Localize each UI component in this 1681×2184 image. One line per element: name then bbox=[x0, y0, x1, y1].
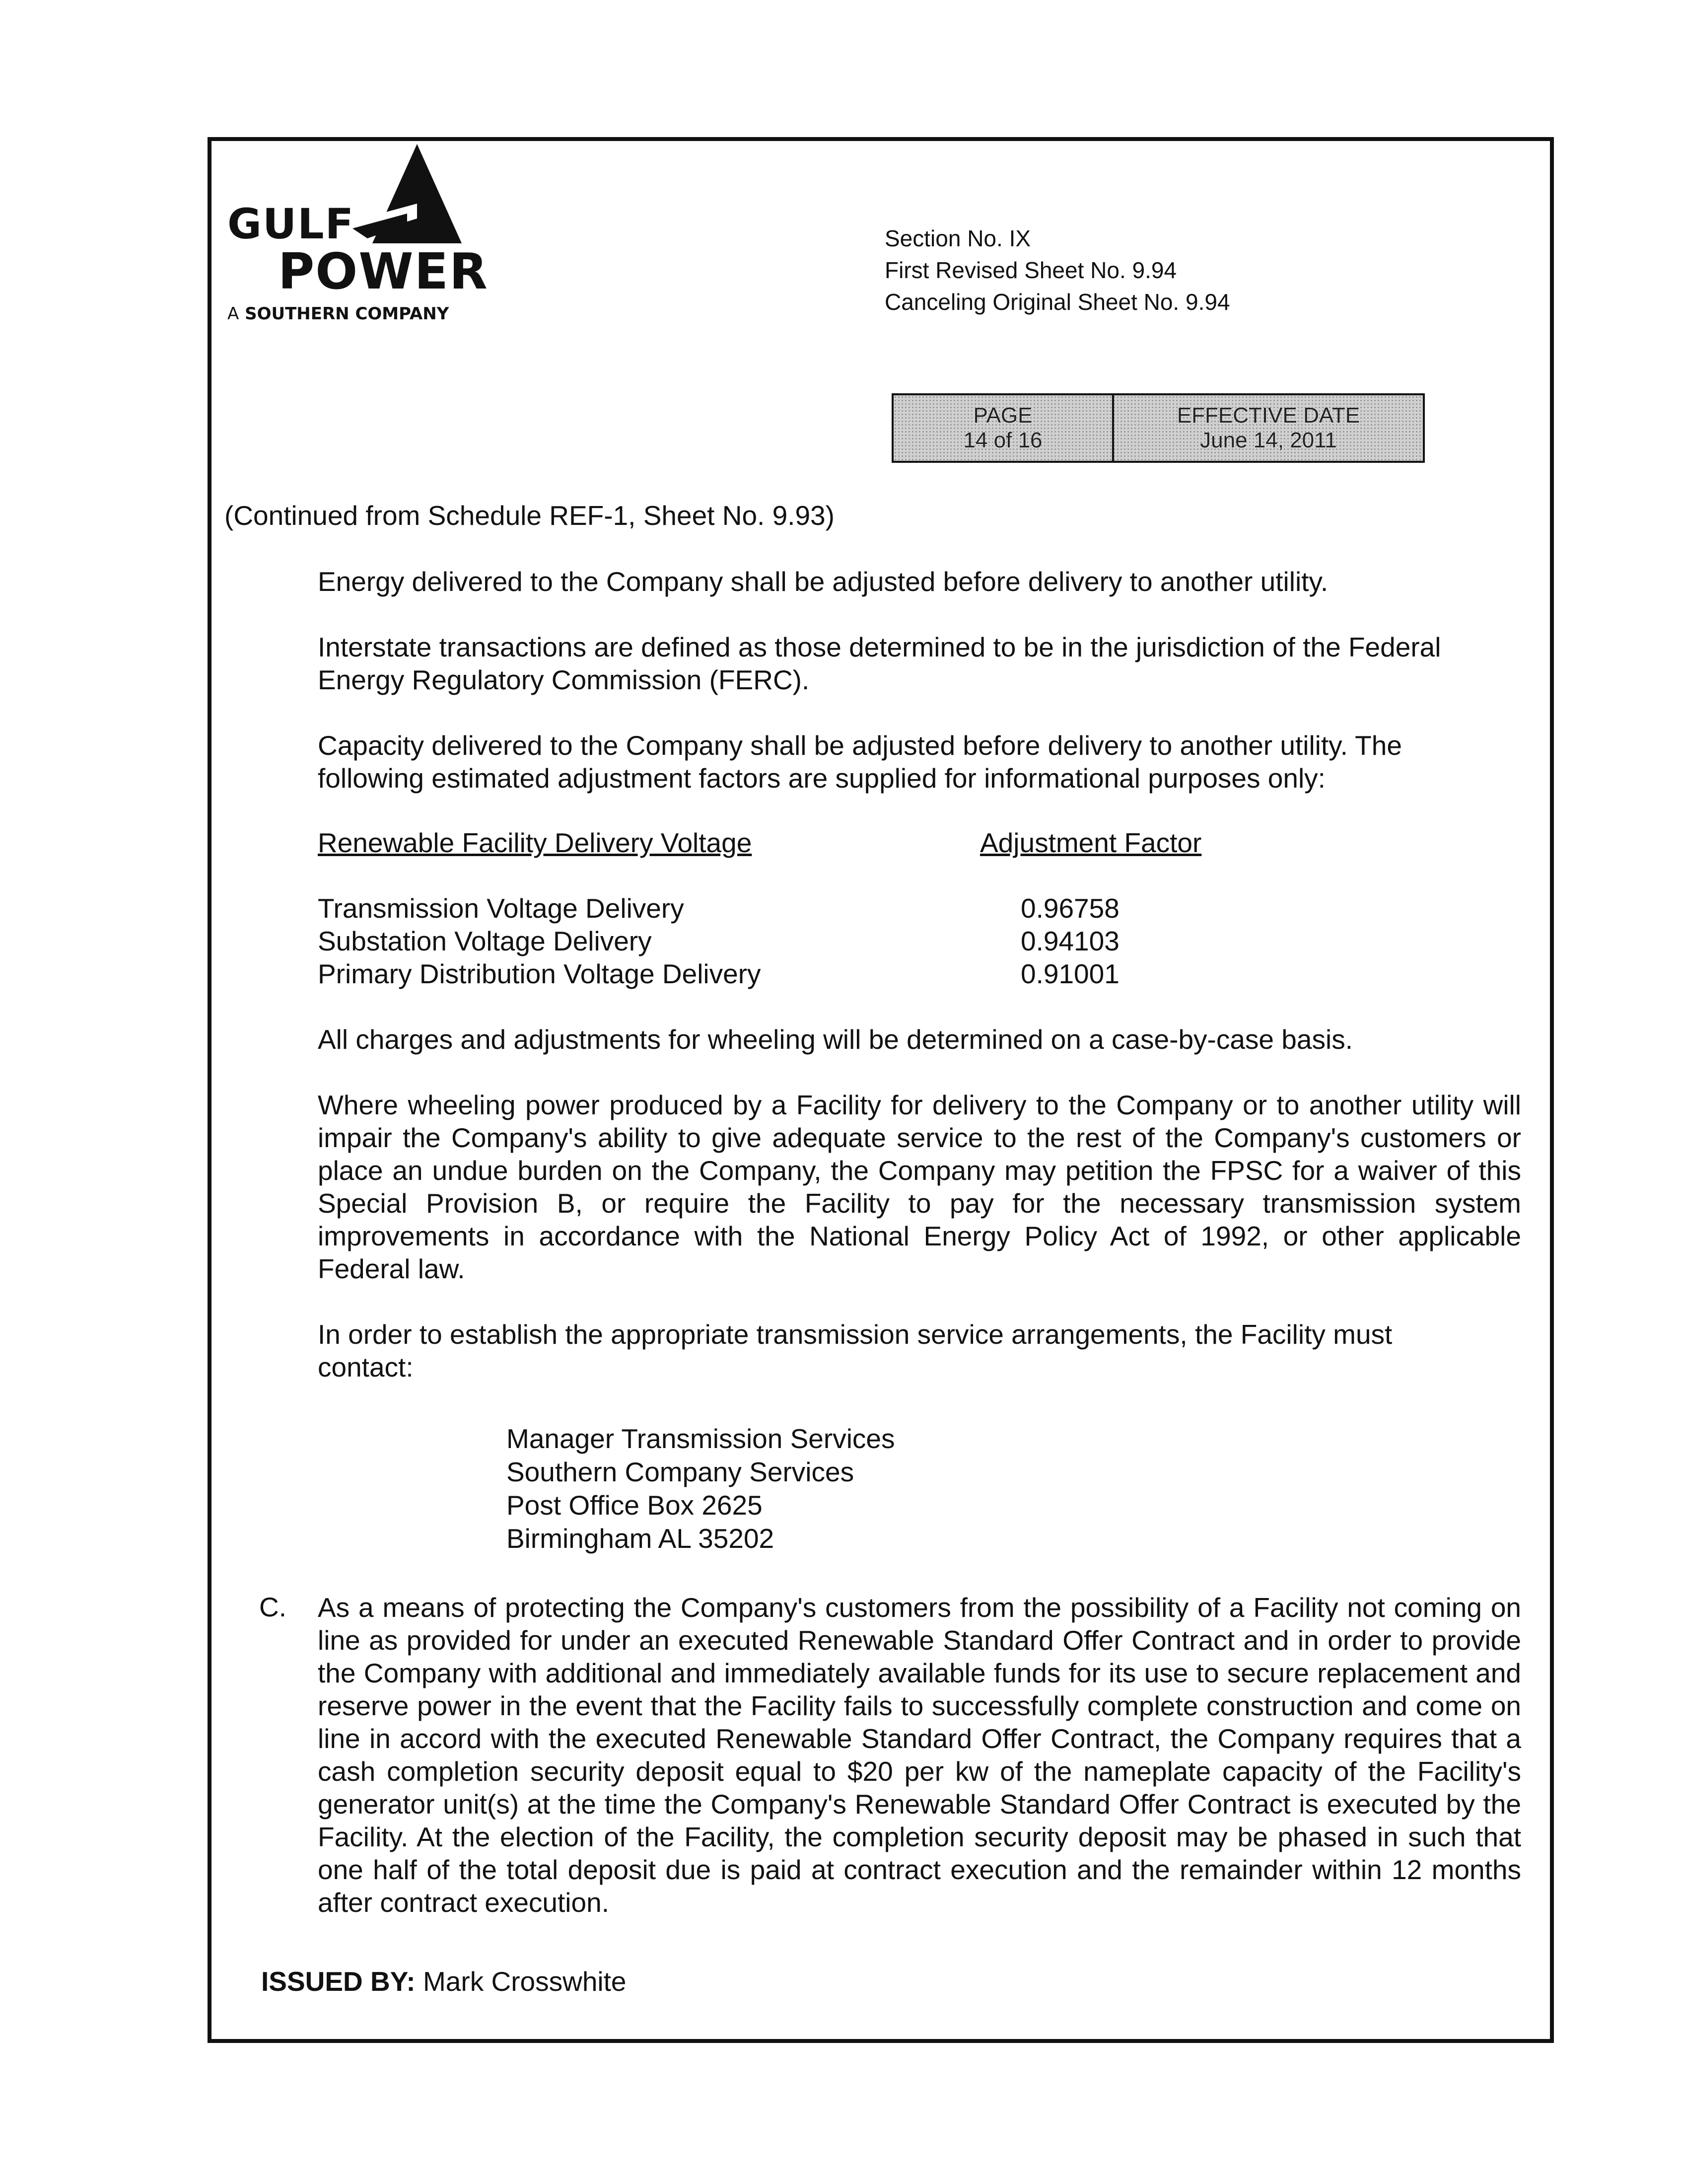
page-value: 14 of 16 bbox=[963, 428, 1043, 452]
gulf-power-logo bbox=[227, 144, 535, 333]
adjustment-factor-table bbox=[318, 826, 1311, 1015]
paragraph-line: contact: bbox=[318, 1352, 414, 1383]
page-effective-box bbox=[892, 393, 1425, 463]
logo-text-gulf: GULF bbox=[227, 200, 355, 248]
paragraph-energy-delivered: Energy delivered to the Company shall be adjusted before delivery to another utility. bbox=[318, 566, 1329, 597]
column-header-factor: Adjustment Factor bbox=[980, 827, 1202, 858]
table-row-value: 0.91001 bbox=[1021, 958, 1120, 989]
issued-by-label: ISSUED BY: bbox=[261, 1966, 416, 1997]
item-c-marker: C. bbox=[259, 1592, 286, 1622]
address-line: Post Office Box 2625 bbox=[506, 1490, 763, 1521]
canceling-sheet: Canceling Original Sheet No. 9.94 bbox=[885, 289, 1230, 315]
table-row-label: Primary Distribution Voltage Delivery bbox=[318, 958, 761, 989]
address-line: Southern Company Services bbox=[506, 1456, 854, 1487]
paragraph-line: Energy Regulatory Commission (FERC). bbox=[318, 664, 810, 695]
page-label: PAGE bbox=[973, 403, 1033, 428]
table-row-value: 0.94103 bbox=[1021, 926, 1120, 956]
contact-address bbox=[506, 1422, 895, 1555]
page-cell bbox=[894, 395, 1114, 461]
paragraph-wheeling-power: Where wheeling power produced by a Facility for delivery to the Company or to another utility will impair the Company's ability to give adequate service to the rest of the Company's customers or place an undue burden on the Company, the Company may petition the FPSC for a waiver of this Special Provision B, or require the Facility to pay for the necessary transmission system improvements in accordance with the National Energy Policy Act of 1992, or other applicable Federal law. bbox=[318, 1090, 1521, 1284]
effective-date-cell bbox=[1114, 395, 1423, 461]
paragraph-line: following estimated adjustment factors are supplied for informational purposes only: bbox=[318, 763, 1326, 794]
paragraph-line: In order to establish the appropriate transmission service arrangements, the Facility must bbox=[318, 1319, 1393, 1350]
table-row-value: 0.96758 bbox=[1021, 893, 1120, 924]
section-info bbox=[885, 222, 1230, 318]
continued-note: (Continued from Schedule REF-1, Sheet No. 9.93) bbox=[224, 500, 835, 531]
section-number: Section No. IX bbox=[885, 225, 1031, 251]
logo-tagline-prefix: A bbox=[227, 304, 239, 324]
paragraph-interstate bbox=[318, 631, 1521, 696]
address-line: Birmingham AL 35202 bbox=[506, 1523, 774, 1554]
table-row-label: Substation Voltage Delivery bbox=[318, 926, 652, 956]
logo-tagline bbox=[227, 304, 449, 324]
effective-date-label: EFFECTIVE DATE bbox=[1177, 403, 1360, 428]
issued-by-name: Mark Crosswhite bbox=[422, 1966, 627, 1997]
item-c-text: As a means of protecting the Company's customers from the possibility of a Facility not coming on line as provided for under an executed Renewable Standard Offer Contract and in order to provide the Company with additional and immediately available funds for its use to secure replacement and reserve power in the event that the Facility fails to successfully complete construction and come on line in accord with the executed Renewable Standard Offer Contract, the Company requires that a cash completion security deposit equal to $20 per kw of the nameplate capacity of the Facility's generator unit(s) at the time the Company's Renewable Standard Offer Contract is executed by the Facility. At the election of the Facility, the completion security deposit may be phased in such that one half of the total deposit due is paid at contract execution and the remainder within 12 months after contract execution. bbox=[318, 1592, 1521, 1918]
column-header-voltage: Renewable Facility Delivery Voltage bbox=[318, 827, 752, 858]
paragraph-capacity bbox=[318, 729, 1521, 795]
effective-date-value: June 14, 2011 bbox=[1200, 428, 1337, 452]
paragraph-contact bbox=[318, 1318, 1521, 1383]
logo-text-power: POWER bbox=[278, 242, 489, 300]
issued-by bbox=[261, 1966, 627, 1997]
triangle-logo-icon bbox=[343, 144, 462, 253]
address-line: Manager Transmission Services bbox=[506, 1423, 895, 1454]
logo-tagline-text: SOUTHERN COMPANY bbox=[245, 304, 449, 324]
paragraph-line: Capacity delivered to the Company shall be adjusted before delivery to another utility. The bbox=[318, 730, 1402, 761]
table-row-label: Transmission Voltage Delivery bbox=[318, 893, 684, 924]
sheet-number: First Revised Sheet No. 9.94 bbox=[885, 257, 1177, 283]
paragraph-line: Interstate transactions are defined as those determined to be in the jurisdiction of the Federal bbox=[318, 632, 1441, 662]
paragraph-wheeling-charges: All charges and adjustments for wheeling will be determined on a case-by-case basis. bbox=[318, 1024, 1353, 1055]
